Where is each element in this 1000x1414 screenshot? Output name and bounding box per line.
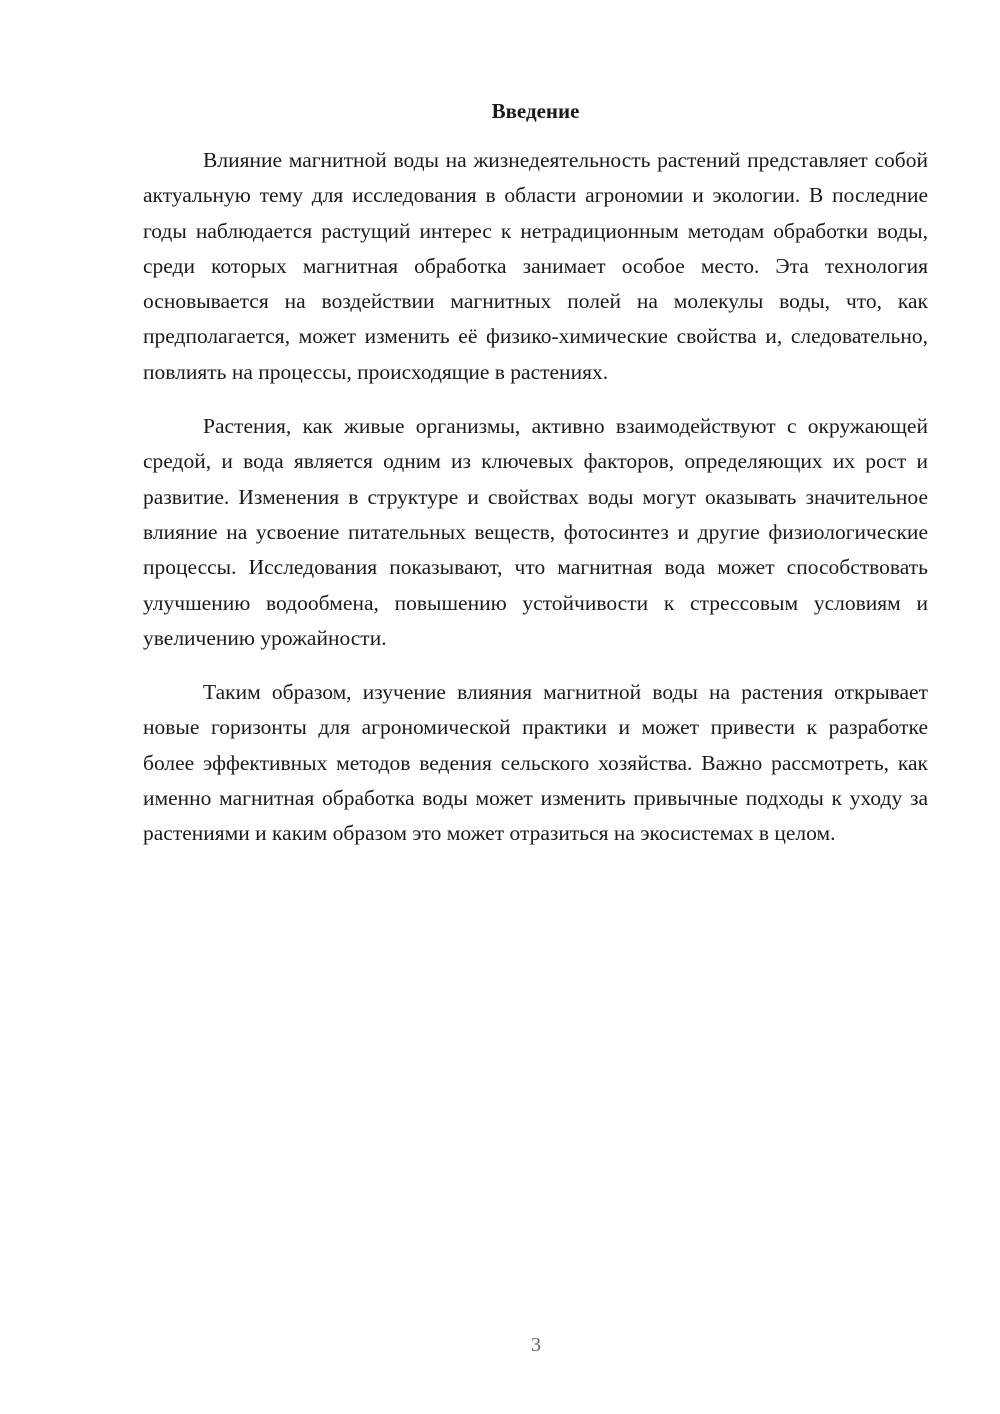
- paragraph-3: Таким образом, изучение влияния магнитной воды на растения открывает новые горизонты для агрономической практики и может привести к разработке более эффективных методов ведения сельского хозяйства. Важно рассмотреть, как именно магнитная обработка воды может изменить привычные подходы к уходу за растениями и каким образом это может отразиться на экосистемах в целом.: [143, 680, 928, 846]
- paragraph-1: Влияние магнитной воды на жизнедеятельность растений представляет собой актуальную тему для исследования в области агрономии и экологии. В последние годы наблюдается растущий интерес к нетрадиционным методам обработки воды, среди которых магнитная обработка занимает особое место. Эта технология основывается на воздействии магнитных полей на молекулы воды, что, как предполагается, может изменить её физико-химические свойства и, следовательно, повлиять на процессы, происходящие в растениях.: [143, 148, 928, 384]
- section-heading: Введение: [491, 99, 580, 123]
- page-content: [143, 96, 928, 871]
- page-number: 3: [531, 1334, 541, 1356]
- paragraph-2: Растения, как живые организмы, активно взаимодействуют с окружающей средой, и вода является одним из ключевых факторов, определяющих их рост и развитие. Изменения в структуре и свойствах воды могут оказывать значительное влияние на усвоение питательных веществ, фотосинтез и другие физиологические процессы. Исследования показывают, что магнитная вода может способствовать улучшению водообмена, повышению устойчивости к стрессовым условиям и увеличению урожайности.: [143, 414, 928, 650]
